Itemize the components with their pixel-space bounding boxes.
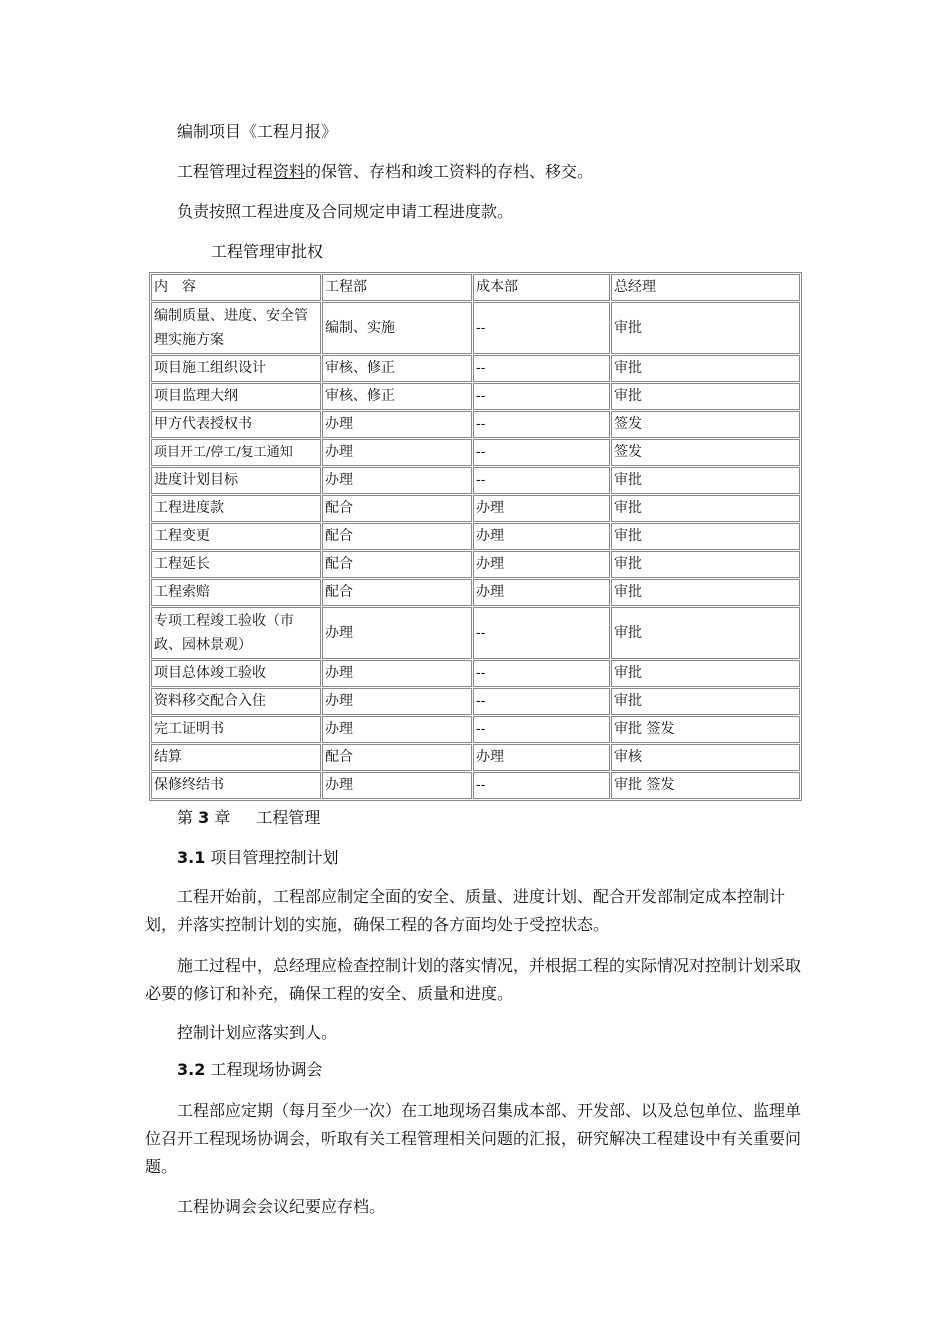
cell-cost: --: [473, 411, 610, 438]
cell-item: 工程进度款: [151, 495, 321, 522]
cell-engineering: 办理: [322, 411, 472, 438]
cell-item: 完工证明书: [151, 716, 321, 743]
cell-engineering: 办理: [322, 688, 472, 715]
cell-cost: 办理: [473, 495, 610, 522]
cell-cost: --: [473, 439, 610, 466]
cell-cost: --: [473, 607, 610, 659]
section-heading-3-1: [177, 846, 338, 870]
cell-engineering: 配合: [322, 551, 472, 578]
cell-gm: 审批: [611, 302, 800, 354]
cell-engineering: 编制、实施: [322, 302, 472, 354]
header-content: 内 容: [151, 274, 321, 301]
intro-line-archive: [177, 160, 593, 184]
table-row: [151, 551, 800, 578]
cell-cost: 办理: [473, 523, 610, 550]
table-row: [151, 495, 800, 522]
cell-gm: 审批: [611, 607, 800, 659]
cell-gm: 审批 签发: [611, 772, 800, 799]
table-row: [151, 523, 800, 550]
table-title: 工程管理审批权: [211, 242, 324, 261]
cell-item: 甲方代表授权书: [151, 411, 321, 438]
table-row: [151, 439, 800, 466]
cell-gm: 签发: [611, 411, 800, 438]
table-row: [151, 302, 800, 354]
cell-gm: 审批: [611, 579, 800, 606]
section-title: 项目管理控制计划: [210, 848, 339, 867]
chapter-prefix: 第: [177, 808, 194, 827]
cell-cost: --: [473, 688, 610, 715]
header-engineering: 工程部: [322, 274, 472, 301]
cell-engineering: 办理: [322, 439, 472, 466]
paragraph: 工程协调会会议纪要应存档。: [177, 1197, 386, 1216]
intro-line-monthly-report: 编制项目《工程月报》: [177, 122, 338, 141]
section-number: 3.1: [177, 848, 206, 867]
chapter-number: 3: [198, 808, 210, 827]
cell-engineering: 办理: [322, 467, 472, 494]
cell-item: 保修终结书: [151, 772, 321, 799]
paragraph: 控制计划应落实到人。: [177, 1023, 338, 1042]
archive-text-after: 的保管、存档和竣工资料的存档、移交。: [305, 162, 594, 181]
section-number: 3.2: [177, 1060, 206, 1079]
cell-cost: --: [473, 772, 610, 799]
header-gm: 总经理: [611, 274, 800, 301]
cell-gm: 审批: [611, 551, 800, 578]
cell-engineering: 办理: [322, 772, 472, 799]
section-heading-3-2: [177, 1058, 322, 1082]
cell-item: 工程变更: [151, 523, 321, 550]
cell-engineering: 审核、修正: [322, 383, 472, 410]
cell-engineering: 办理: [322, 607, 472, 659]
cell-cost: --: [473, 716, 610, 743]
cell-item: 项目施工组织设计: [151, 355, 321, 382]
section-title: 工程现场协调会: [210, 1060, 323, 1079]
table-row: [151, 607, 800, 659]
cell-cost: 办理: [473, 579, 610, 606]
cell-item: 项目总体竣工验收: [151, 660, 321, 687]
table-row: [151, 411, 800, 438]
cell-item: 进度计划目标: [151, 467, 321, 494]
cell-engineering: 办理: [322, 660, 472, 687]
cell-item: 专项工程竣工验收（市政、园林景观）: [151, 607, 321, 659]
cell-cost: --: [473, 302, 610, 354]
archive-link[interactable]: 资料: [273, 162, 306, 181]
table-row: [151, 579, 800, 606]
table-row: [151, 744, 800, 771]
cell-cost: 办理: [473, 744, 610, 771]
cell-gm: 审核: [611, 744, 800, 771]
cell-gm: 签发: [611, 439, 800, 466]
table-header-row: [151, 274, 800, 301]
cell-gm: 审批: [611, 660, 800, 687]
cell-gm: 审批: [611, 355, 800, 382]
cell-cost: --: [473, 467, 610, 494]
cell-item: 项目监理大纲: [151, 383, 321, 410]
cell-gm: 审批: [611, 523, 800, 550]
cell-engineering: 配合: [322, 579, 472, 606]
cell-engineering: 配合: [322, 495, 472, 522]
cell-gm: 审批: [611, 383, 800, 410]
chapter-heading: [177, 806, 320, 830]
table-row: [151, 716, 800, 743]
approval-table: [149, 272, 802, 801]
table-row: [151, 383, 800, 410]
table-row: [151, 355, 800, 382]
cell-item: 编制质量、进度、安全管理实施方案: [151, 302, 321, 354]
cell-item: 工程索赔: [151, 579, 321, 606]
paragraph: 工程部应定期（每月至少一次）在工地现场召集成本部、开发部、以及总包单位、监理单位召开工程现场协调会，听取有关工程管理相关问题的汇报，研究解决工程建设中有关重要问题。: [145, 1101, 802, 1176]
intro-line-payment: 负责按照工程进度及合同规定申请工程进度款。: [177, 202, 514, 221]
cell-engineering: 配合: [322, 523, 472, 550]
chapter-suffix: 章: [214, 808, 231, 827]
cell-cost: --: [473, 355, 610, 382]
header-cost: 成本部: [473, 274, 610, 301]
cell-engineering: 办理: [322, 716, 472, 743]
table-row: [151, 688, 800, 715]
cell-item: 工程延长: [151, 551, 321, 578]
table-row: [151, 660, 800, 687]
table-row: [151, 772, 800, 799]
paragraph: 施工过程中，总经理应检查控制计划的落实情况，并根据工程的实际情况对控制计划采取必要的修订和补充，确保工程的安全、质量和进度。: [145, 956, 802, 1003]
cell-gm: 审批: [611, 688, 800, 715]
archive-text-before: 工程管理过程: [177, 162, 274, 181]
cell-item: 项目开工/停工/复工通知: [151, 439, 321, 466]
cell-engineering: 审核、修正: [322, 355, 472, 382]
paragraph: 工程开始前，工程部应制定全面的安全、质量、进度计划、配合开发部制定成本控制计划，并落实控制计划的实施，确保工程的各方面均处于受控状态。: [145, 887, 786, 934]
cell-gm: 审批 签发: [611, 716, 800, 743]
cell-cost: --: [473, 660, 610, 687]
chapter-title: 工程管理: [256, 808, 321, 827]
cell-gm: 审批: [611, 495, 800, 522]
cell-engineering: 配合: [322, 744, 472, 771]
table-row: [151, 467, 800, 494]
cell-cost: 办理: [473, 551, 610, 578]
cell-cost: --: [473, 383, 610, 410]
cell-gm: 审批: [611, 467, 800, 494]
cell-item: 结算: [151, 744, 321, 771]
cell-item: 资料移交配合入住: [151, 688, 321, 715]
